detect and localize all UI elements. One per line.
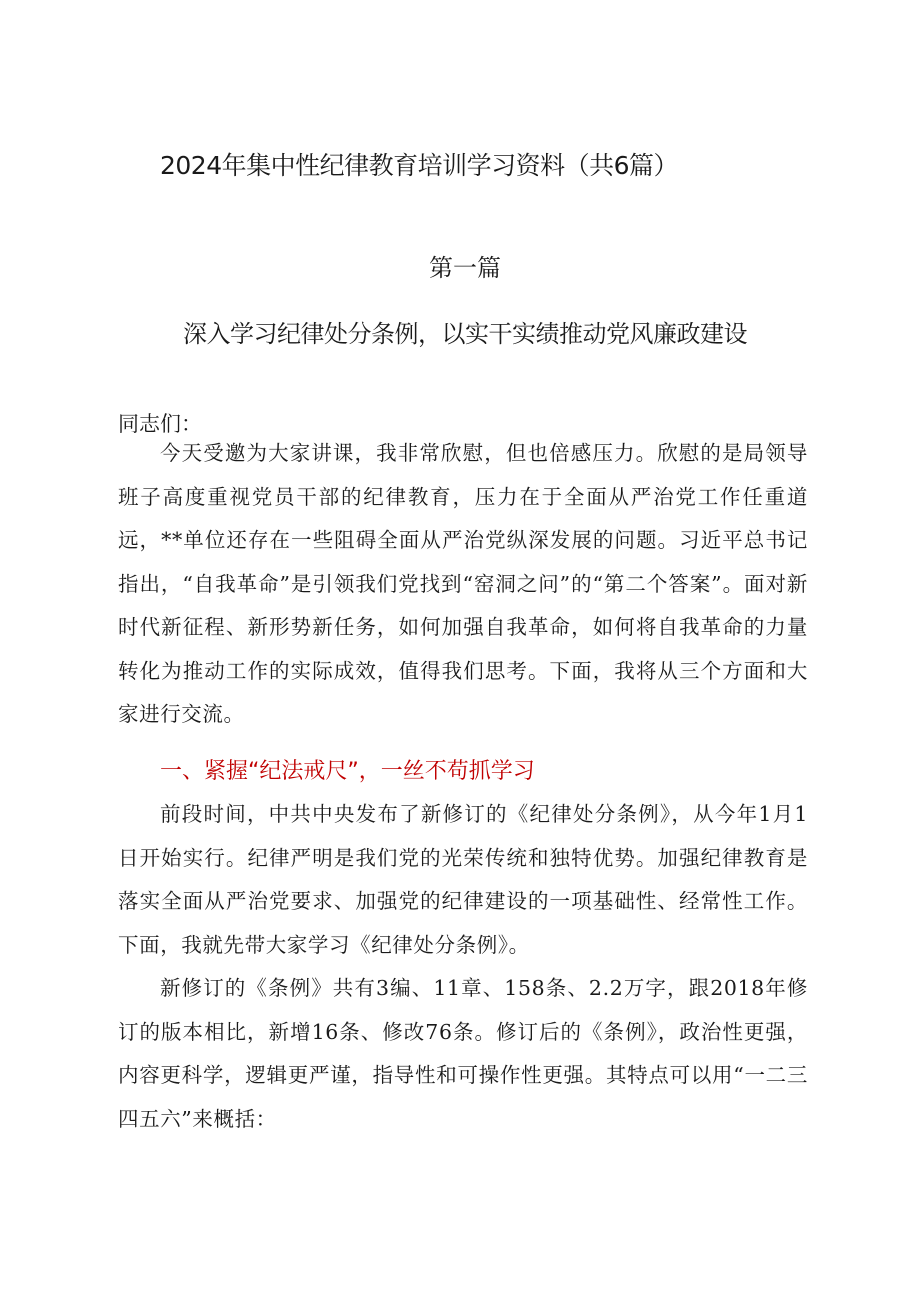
body-paragraph-2: 前段时间，中共中央发布了新修订的《纪律处分条例》，从今年1月1日开始实行。纪律严明是我们党的光荣传统和独特优势。加强纪律教育是落实全面从严治党要求、加强党的纪律建设的一项基础性、经常性工作。下面，我就先带大家学习《纪律处分条例》。 [118,802,808,957]
body-paragraph-1: 今天受邀为大家讲课，我非常欣慰，但也倍感压力。欣慰的是局领导班子高度重视党员干部的纪律教育，压力在于全面从严治党工作任重道远，**单位还存在一些阻碍全面从严治党纵深发展的问题。习近平总书记指出，“自我革命”是引领我们党找到“窑洞之问”的“第二个答案”。面对新时代新征程、新形势新任务，如何加强自我革命，如何将自我革命的力量转化为推动工作的实际成效，值得我们思考。下面，我将从三个方面和大家进行交流。 [118,441,808,726]
document-title: 2024年集中性纪律教育培训学习资料（共6篇） [160,151,679,180]
salutation: 同志们： [118,412,202,436]
section-heading-1: 一、紧握“纪法戒尺”，一丝不苟抓学习 [160,759,535,784]
body-paragraph-3: 新修订的《条例》共有3编、11章、158条、2.2万字，跟2018年修订的版本相比，新增16条、修改76条。修订后的《条例》，政治性更强，内容更科学，逻辑更严谨，指导性和可操作性更强。其特点可以用“一二三四五六”来概括： [118,976,808,1131]
article-title: 深入学习纪律处分条例，以实干实绩推动党风廉政建设 [183,320,747,348]
part-title: 第一篇 [429,254,501,282]
